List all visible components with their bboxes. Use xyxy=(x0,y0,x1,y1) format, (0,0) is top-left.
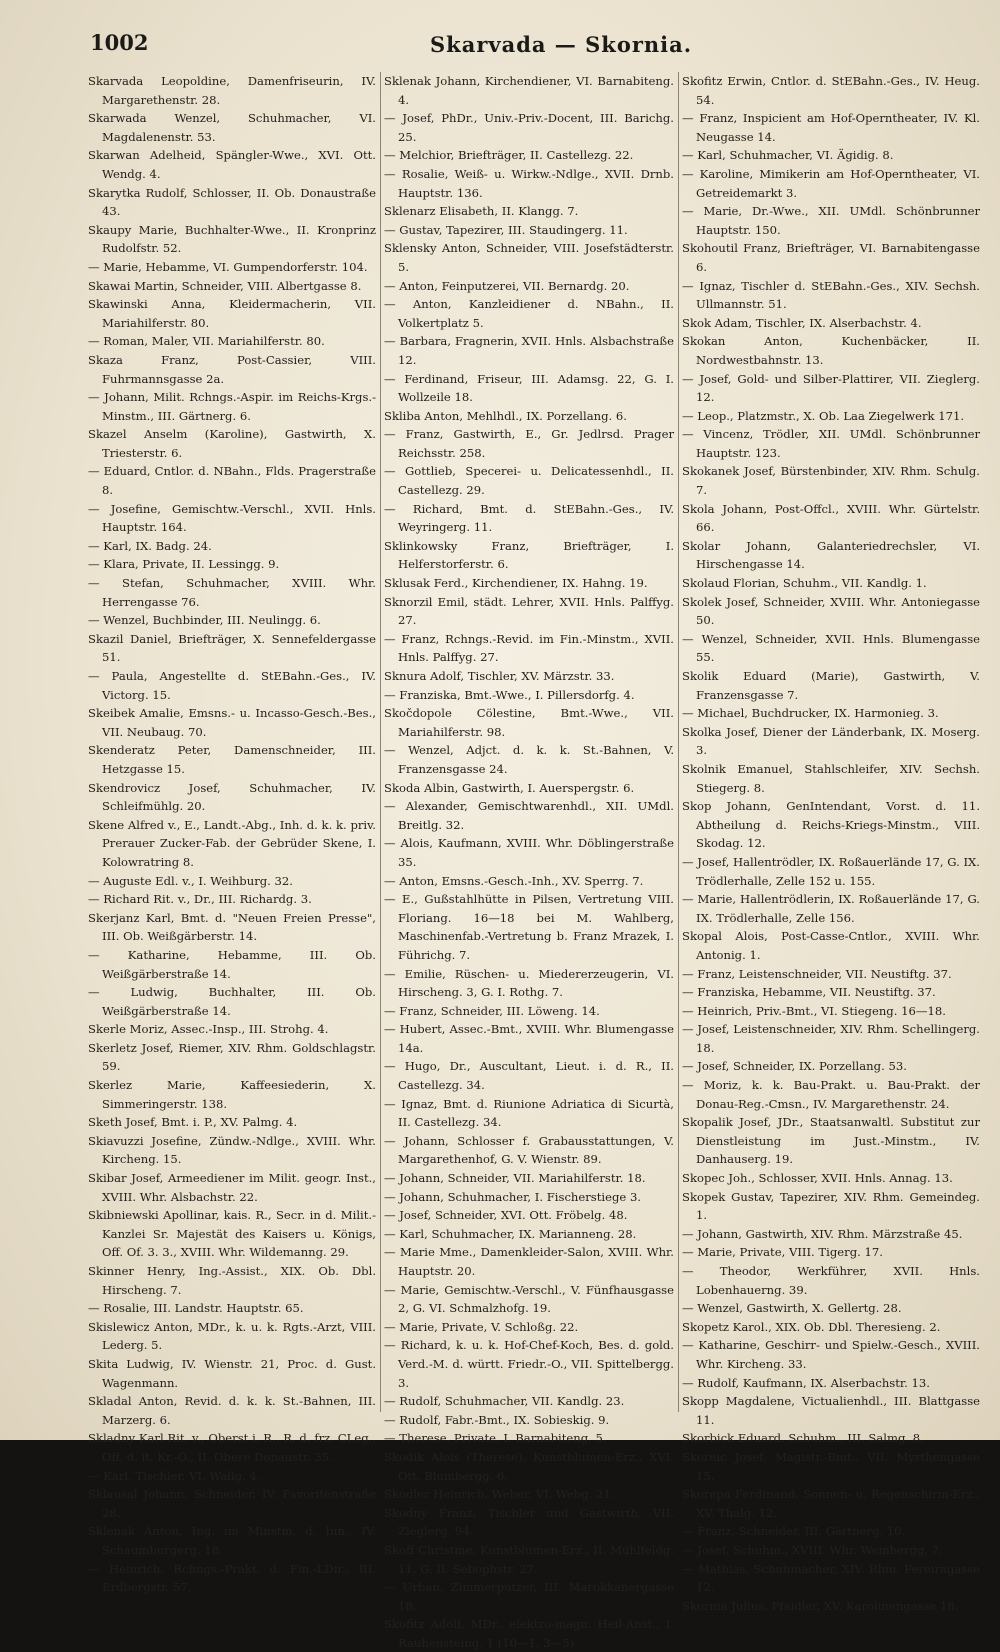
directory-entry: Skopalik Josef, JDr., Staatsanwaltl. Substitut zur Dienstleistung im Just.-Minstm., IV. Danhauserg. 19. xyxy=(682,1115,980,1167)
directory-entry: Sknura Adolf, Tischler, XV. Märzstr. 33. xyxy=(384,669,615,683)
directory-entry: — Wenzel, Gastwirth, X. Gellertg. 28. xyxy=(682,1301,902,1316)
directory-entry: — Hubert, Assec.-Bmt., XVIII. Whr. Blumengasse 14a. xyxy=(384,1022,674,1055)
directory-entry: — Josef, Leistenschneider, XIV. Rhm. Schellingerg. 18. xyxy=(682,1022,980,1055)
directory-entry: Skazel Anselm (Karoline), Gastwirth, X. Triesterstr. 6. xyxy=(88,427,376,460)
directory-entry: Skibniewski Apollinar, kais. R., Secr. in d. Milit.-Kanzlei Sr. Majestät des Kaisers u. Königs, Off. Of. 3. 3., XVIII. Whr. Wildemanng. 29. xyxy=(88,1208,376,1260)
directory-entry: Skolek Josef, Schneider, XVIII. Whr. Antoniegasse 50. xyxy=(682,594,980,628)
directory-entry: Skaupy Marie, Buchhalter-Wwe., II. Kronprinz Rudolfstr. 52. xyxy=(88,222,376,256)
directory-entry: Skerlez Marie, Kaffeesiederin, X. Simmeringerstr. 138. xyxy=(88,1078,376,1111)
directory-entry: Skolik Eduard (Marie), Gastwirth, V. Franzensgasse 7. xyxy=(682,669,980,702)
directory-entry: Skorepa Ferdinand, Sonnen- u. Regenschirm-Erz., XV. Thalg. 12. xyxy=(682,1487,980,1520)
directory-entry: — Josefine, Gemischtw.-Verschl., XVII. Hnls. Hauptstr. 164. xyxy=(88,501,376,535)
directory-entry: — Franz, Rchngs.-Revid. im Fin.-Minstm., XVII. Hnls. Palffyg. 27. xyxy=(384,631,674,665)
page-title: Skarvada — Skornia. xyxy=(430,32,693,57)
directory-entry: Skola Johann, Post-Offcl., XVIII. Whr. Gürtelstr. 66. xyxy=(682,501,980,535)
directory-entry: Sklusak Ferd., Kirchendiener, IX. Hahng. 19. xyxy=(384,576,648,591)
directory-entry: Skohoutil Franz, Briefträger, VI. Barnabitengasse 6. xyxy=(682,241,980,274)
directory-entry: — Rudolf, Kaufmann, IX. Alserbachstr. 13. xyxy=(682,1375,930,1390)
directory-entry: Skopp Magdalene, Victualienhdl., III. Blattgasse 11. xyxy=(682,1394,980,1427)
directory-entry: Skop Johann, GenIntendant, Vorst. d. 11. Abtheilung d. Reichs-Kriegs-Minstm., VIII. Skodag. 12. xyxy=(682,799,980,851)
directory-entry: — Johann, Gastwirth, XIV. Rhm. Märzstraße 45. xyxy=(682,1226,963,1241)
directory-entry: — Karoline, Mimikerin am Hof-Operntheater, VI. Getreidemarkt 3. xyxy=(682,166,980,200)
column-divider xyxy=(678,72,679,1412)
directory-entry: Skolar Johann, Galanteriedrechsler, VI. Hirschengasse 14. xyxy=(682,538,980,572)
directory-entry: — Leop., Platzmstr., X. Ob. Laa Ziegelwerk 171. xyxy=(682,408,965,423)
directory-entry: Skarvada Leopoldine, Damenfriseurin, IV. Margarethenstr. 28. xyxy=(88,74,376,107)
directory-entry: — Katharine, Geschirr- und Spielw.-Gesch., XVIII. Whr. Kircheng. 33. xyxy=(682,1338,980,1371)
directory-entry: Skarwan Adelheid, Spängler-Wwe., XVI. Ott. Wendg. 4. xyxy=(88,148,376,181)
directory-entry: — Johann, Schuhmacher, I. Fischerstiege 3. xyxy=(384,1189,642,1204)
directory-entry: Skoff Christine, Kunstblumen-Erz., II. Mühlfeldg. 11, G. II. Sebophstr. 27. xyxy=(384,1542,674,1576)
directory-entry: — Johann, Milit. Rchngs.-Aspir. im Reichs-Krgs.-Minstm., III. Gärtnerg. 6. xyxy=(88,390,376,423)
directory-entry: Skoda Albin, Gastwirth, I. Auerspergstr. 6. xyxy=(384,780,635,795)
page-number: 1002 xyxy=(90,30,149,55)
directory-entry: Skopal Alois, Post-Casse-Cntlor., XVIII. Whr. Antonig. 1. xyxy=(682,929,980,962)
directory-entry: Skodler Heinrich, Weber, VI. Webg. 21. xyxy=(384,1487,615,1502)
directory-entry: — Stefan, Schuhmacher, XVIII. Whr. Herrengasse 76. xyxy=(88,576,376,609)
directory-entry: — Emilie, Rüschen- u. Miedererzeugerin, VI. Hirscheng. 3, G. I. Rothg. 7. xyxy=(384,966,674,1000)
page-header xyxy=(90,30,980,70)
directory-entry: — Richard, k. u. k. Hof-Chef-Koch, Bes. d. gold. Verd.-M. d. württ. Friedr.-O., VII. Spittelbergg. 3. xyxy=(384,1338,674,1390)
directory-entry: — Josef, Schuhm., XVIII. Whr. Weinbergg. 7. xyxy=(682,1542,943,1557)
directory-entry: Skokan Anton, Kuchenbäcker, II. Nordwestbahnstr. 13. xyxy=(682,334,980,367)
directory-entry: Skopec Joh., Schlosser, XVII. Hnls. Annag. 13. xyxy=(682,1171,953,1186)
directory-entry: Skorbick Eduard, Schuhm., III. Salmg. 8. xyxy=(682,1431,924,1446)
directory-entry: — Rudolf, Schuhmacher, VII. Kandlg. 23. xyxy=(384,1394,625,1409)
directory-entry: Sklenak Anton, Ing. im Minstm. d. Inn., IV. Schaumburgerg. 18. xyxy=(88,1524,376,1557)
directory-entry: — Rosalie, Weiß- u. Wirkw.-Ndlge., XVII. Drnb. Hauptstr. 136. xyxy=(384,166,674,200)
directory-entry: — Alexander, Gemischtwarenhdl., XII. UMdl. Breitlg. 32. xyxy=(384,799,674,832)
directory-entry: — Franz, Schneider, III. Löweng. 14. xyxy=(384,1003,600,1018)
directory-entry: Sklenak Johann, Kirchendiener, VI. Barnabiteng. 4. xyxy=(384,74,674,107)
directory-entry: — Karl, IX. Badg. 24. xyxy=(88,538,212,553)
directory-entry: Sklinkowsky Franz, Briefträger, I. Helferstorferstr. 6. xyxy=(384,538,674,572)
directory-entry: — Ludwig, Buchhalter, III. Ob. Weißgärberstraße 14. xyxy=(88,985,376,1018)
directory-column-2 xyxy=(384,72,674,1650)
directory-entry: — Alois, Kaufmann, XVIII. Whr. Döblingerstraße 35. xyxy=(384,836,674,869)
directory-entry: Sklenarz Elisabeth, II. Klangg. 7. xyxy=(384,204,579,219)
directory-entry: Sknorzil Emil, städt. Lehrer, XVII. Hnls. Palffyg. 27. xyxy=(384,594,674,628)
directory-entry: — Josef, PhDr., Univ.-Priv.-Docent, III. Barichg. 25. xyxy=(384,111,674,144)
directory-entry: — Melchior, Briefträger, II. Castellezg. 22. xyxy=(384,148,634,163)
directory-entry: — Ignaz, Tischler d. StEBahn.-Ges., XIV. Sechsh. Ullmannstr. 51. xyxy=(682,278,980,312)
directory-entry: Skofitz Adolf, MDr., elektro-magn. Heil-Anst., I. Rauhensteing. 1 (10—1, 3—5). xyxy=(384,1617,674,1650)
directory-entry: — Roman, Maler, VII. Mariahilferstr. 80. xyxy=(88,334,325,349)
directory-entry: — Karl, Schuhmacher, IX. Marianneng. 28. xyxy=(384,1226,637,1241)
directory-entry: Skislewicz Anton, MDr., k. u. k. Rgts.-Arzt, VIII. Lederg. 5. xyxy=(88,1319,376,1353)
directory-entry: — Auguste Edl. v., I. Weihburg. 32. xyxy=(88,873,293,888)
directory-entry: — Marie, Hallentrödlerin, IX. Roßauerlände 17, G. IX. Trödlerhalle, Zelle 156. xyxy=(682,892,980,925)
directory-entry: — Richard Rit. v., Dr., III. Richardg. 3. xyxy=(88,892,312,907)
directory-entry: Skerjanz Karl, Bmt. d. "Neuen Freien Presse", III. Ob. Weißgärberstr. 14. xyxy=(88,910,376,944)
directory-entry: Skeibek Amalie, Emsns.- u. Incasso-Gesch.-Bes., VII. Neubaug. 70. xyxy=(88,706,376,739)
directory-entry: — Anton, Feinputzerei, VII. Bernardg. 20. xyxy=(384,278,630,293)
directory-entry: Skene Alfred v., E., Landt.-Abg., Inh. d. k. k. priv. Prerauer Zucker-Fab. der Gebrüder Skene, I. Kolowratring 8. xyxy=(88,817,376,869)
directory-entry: — E., Gußstahlhütte in Pilsen, Vertretung VIII. Floriang. 16—18 bei M. Wahlberg, Maschinenfab.-Vertretung b. Franz Mrazek, I. Führichg. 7. xyxy=(384,892,674,962)
directory-entry: — Karl, Tischler, VI. Wallg. 4. xyxy=(88,1468,261,1483)
directory-entry: Skoreic Josef, Magistr.-Bmt., VII. Myrthengasse 15. xyxy=(682,1449,980,1483)
directory-entry: Skladny Karl Rit. v., Oberst i. R., R. d. frz. CLeg., Off. d. it. Kr.-O., II. Obere Donaustr. 35. xyxy=(88,1431,376,1464)
directory-entry: — Franziska, Hebamme, VII. Neustiftg. 37. xyxy=(682,985,936,1000)
directory-entry: — Klara, Private, II. Lessingg. 9. xyxy=(88,557,280,572)
directory-entry: — Franz, Schneider, III. Gärtnerg. 10. xyxy=(682,1524,906,1539)
directory-entry: Skaza Franz, Post-Cassier, VIII. Fuhrmannsgasse 2a. xyxy=(88,352,376,386)
directory-entry: Skendrovicz Josef, Schuhmacher, IV. Schleifmühlg. 20. xyxy=(88,780,376,814)
directory-entry: — Anton, Kanzleidiener d. NBahn., II. Volkertplatz 5. xyxy=(384,297,674,330)
directory-entry: Skawinski Anna, Kleidermacherin, VII. Mariahilferstr. 80. xyxy=(88,297,376,330)
directory-entry: Skladal Anton, Revid. d. k. k. St.-Bahnen, III. Marzerg. 6. xyxy=(88,1394,376,1427)
directory-column-3 xyxy=(682,72,980,1613)
directory-entry: — Michael, Buchdrucker, IX. Harmonieg. 3. xyxy=(682,706,939,721)
directory-entry: — Rudolf, Fabr.-Bmt., IX. Sobieskig. 9. xyxy=(384,1412,610,1427)
directory-entry: — Rosalie, III. Landstr. Hauptstr. 65. xyxy=(88,1301,304,1316)
directory-entry: Skawai Martin, Schneider, VIII. Albertgasse 8. xyxy=(88,278,362,293)
directory-entry: Skofitz Erwin, Cntlor. d. StEBahn.-Ges., IV. Heug. 54. xyxy=(682,74,980,107)
directory-entry: — Heinrich, Rchngs.-Prakt. d. Fin.-LDir., III. Erdbergstr. 57. xyxy=(88,1561,376,1595)
directory-entry: — Urban, Zimmerputzer, III. Marokkanergasse 18. xyxy=(384,1580,674,1613)
directory-entry: — Franz, Leistenschneider, VII. Neustiftg. 37. xyxy=(682,966,952,981)
column-divider xyxy=(380,72,381,1412)
directory-entry: Skopetz Karol., XIX. Ob. Dbl. Theresieng. 2. xyxy=(682,1319,941,1334)
directory-entry: — Josef, Schneider, XVI. Ott. Fröbelg. 48. xyxy=(384,1208,628,1223)
directory-entry: Skerletz Josef, Riemer, XIV. Rhm. Goldschlagstr. 59. xyxy=(88,1040,376,1074)
directory-entry: Skenderatz Peter, Damenschneider, III. Hetzgasse 15. xyxy=(88,743,376,776)
directory-entry: — Marie, Gemischtw.-Verschl., V. Fünfhausgasse 2, G. VI. Schmalzhofg. 19. xyxy=(384,1282,674,1316)
directory-entry: — Franziska, Bmt.-Wwe., I. Pillersdorfg. 4. xyxy=(384,687,635,702)
directory-entry: — Karl, Schuhmacher, VI. Ägidig. 8. xyxy=(682,148,894,163)
directory-entry: Skokanek Josef, Bürstenbinder, XIV. Rhm. Schulg. 7. xyxy=(682,464,980,498)
directory-entry: — Richard, Bmt. d. StEBahn.-Ges., IV. Weyringerg. 11. xyxy=(384,501,674,535)
directory-entry: — Katharine, Hebamme, III. Ob. Weißgärberstraße 14. xyxy=(88,947,376,981)
directory-entry: Skiavuzzi Josefine, Zündw.-Ndlge., XVIII. Whr. Kircheng. 15. xyxy=(88,1133,376,1167)
directory-entry: Skliba Anton, Mehlhdl., IX. Porzellang. 6. xyxy=(384,408,627,423)
directory-entry: — Eduard, Cntlor. d. NBahn., Flds. Pragerstraße 8. xyxy=(88,464,376,498)
directory-entry: — Marie, Hebamme, VI. Gumpendorferstr. 104. xyxy=(88,259,368,274)
directory-entry: — Mathias, Schuhmacher, XIV. Rhm. Pereiragasse 12. xyxy=(682,1561,980,1595)
directory-entry: Skerle Moriz, Assec.-Insp., III. Strohg. 4. xyxy=(88,1022,329,1037)
directory-entry: — Gottlieb, Specerei- u. Delicatessenhdl., II. Castellezg. 29. xyxy=(384,464,674,498)
directory-entry: Sketh Josef, Bmt. i. P., XV. Palmg. 4. xyxy=(88,1115,298,1130)
directory-entry: — Josef, Schneider, IX. Porzellang. 53. xyxy=(682,1059,907,1074)
directory-entry: Skibar Josef, Armeediener im Milit. geogr. Inst., XVIII. Whr. Alsbachstr. 22. xyxy=(88,1171,376,1204)
directory-entry: — Marie, Private, V. Schloßg. 22. xyxy=(384,1319,579,1334)
directory-entry: — Franz, Gastwirth, E., Gr. Jedlrsd. Prager Reichsstr. 258. xyxy=(384,427,674,460)
directory-entry: — Ferdinand, Friseur, III. Adamsg. 22, G. I. Wollzeile 18. xyxy=(384,371,674,405)
directory-entry: — Heinrich, Priv.-Bmt., VI. Stiegeng. 16—18. xyxy=(682,1003,946,1018)
directory-entry: Skodik Alois (Therese), Kunstblumen-Erz., XVI. Ott. Blumbergg. 6. xyxy=(384,1449,674,1483)
directory-entry: — Moriz, k. k. Bau-Prakt. u. Bau-Prakt. der Donau-Reg.-Cmsn., IV. Margarethenstr. 24. xyxy=(682,1078,980,1111)
directory-entry: Skita Ludwig, IV. Wienstr. 21, Proc. d. Gust. Wagenmann. xyxy=(88,1356,376,1390)
directory-entry: — Josef, Hallentrödler, IX. Roßauerlände 17, G. IX. Trödlerhalle, Zelle 152 u. 155. xyxy=(682,854,980,888)
directory-entry: Sklensky Anton, Schneider, VIII. Josefstädterstr. 5. xyxy=(384,241,674,274)
directory-entry: — Franz, Inspicient am Hof-Operntheater, IV. Kl. Neugasse 14. xyxy=(682,111,980,144)
directory-entry: Skodny Franz, Tischler und Gastwirth, VII. Zieglerg. 94. xyxy=(384,1505,674,1539)
directory-entry: Skazil Daniel, Briefträger, X. Sennefeldergasse 51. xyxy=(88,631,376,665)
directory-entry: — Wenzel, Schneider, XVII. Hnls. Blumengasse 55. xyxy=(682,631,980,665)
directory-entry: Skopek Gustav, Tapezirer, XIV. Rhm. Gemeindeg. 1. xyxy=(682,1189,980,1223)
directory-entry: Skarytka Rudolf, Schlosser, II. Ob. Donaustraße 43. xyxy=(88,185,376,219)
directory-entry: — Therese, Private, I. Barnabiteng. 5. xyxy=(384,1431,607,1446)
directory-entry: — Anton, Emsns.-Gesch.-Inh., XV. Sperrg. 7. xyxy=(384,873,644,888)
directory-entry: — Marie Mme., Damenkleider-Salon, XVIII. Whr. Hauptstr. 20. xyxy=(384,1245,674,1278)
directory-entry: Skinner Henry, Ing.-Assist., XIX. Ob. Dbl. Hirscheng. 7. xyxy=(88,1264,376,1297)
directory-entry: — Johann, Schneider, VII. Mariahilferstr. 18. xyxy=(384,1171,646,1186)
directory-entry: Skolaud Florian, Schuhm., VII. Kandlg. 1. xyxy=(682,576,927,591)
directory-entry: — Vincenz, Trödler, XII. UMdl. Schönbrunner Hauptstr. 123. xyxy=(682,427,980,460)
directory-entry: — Ignaz, Bmt. d. Riunione Adriatica di Sicurtà, II. Castellezg. 34. xyxy=(384,1096,674,1130)
directory-entry: — Wenzel, Adjct. d. k. k. St.-Bahnen, V. Franzensgasse 24. xyxy=(384,743,674,776)
directory-entry: — Josef, Gold- und Silber-Plattirer, VII. Zieglerg. 12. xyxy=(682,371,980,405)
directory-column-1 xyxy=(88,72,376,1595)
directory-entry: — Johann, Schlosser f. Grabausstattungen, V. Margarethenhof, G. V. Wienstr. 89. xyxy=(384,1133,674,1167)
directory-entry: — Marie, Dr.-Wwe., XII. UMdl. Schönbrunner Hauptstr. 150. xyxy=(682,204,980,237)
directory-entry: Skočdopole Cölestine, Bmt.-Wwe., VII. Mariahilferstr. 98. xyxy=(384,706,674,739)
directory-entry: Skok Adam, Tischler, IX. Alserbachstr. 4. xyxy=(682,315,922,330)
directory-entry: Sklausal Johann, Schneider, IV. Favoritenstraße 28. xyxy=(88,1487,376,1520)
directory-entry: — Marie, Private, VIII. Tigerg. 17. xyxy=(682,1245,883,1260)
directory-entry: — Barbara, Fragnerin, XVII. Hnls. Alsbachstraße 12. xyxy=(384,334,674,367)
directory-entry: — Gustav, Tapezirer, III. Staudingerg. 11. xyxy=(384,222,628,237)
directory-entry: — Theodor, Werkführer, XVII. Hnls. Lobenhauerng. 39. xyxy=(682,1264,980,1297)
directory-entry: — Wenzel, Buchbinder, III. Neulingg. 6. xyxy=(88,613,321,628)
directory-entry: Skornia Julius, Pfaidler, XV. Karolinengasse 18. xyxy=(682,1598,959,1613)
directory-entry: Skolnik Emanuel, Stahlschleifer, XIV. Sechsh. Stiegerg. 8. xyxy=(682,761,980,795)
directory-entry: — Hugo, Dr., Auscultant, Lieut. i. d. R., II. Castellezg. 34. xyxy=(384,1059,674,1093)
directory-entry: — Paula, Angestellte d. StEBahn.-Ges., IV. Victorg. 15. xyxy=(88,669,376,702)
directory-entry: Skarwada Wenzel, Schuhmacher, VI. Magdalenenstr. 53. xyxy=(88,111,376,144)
directory-entry: Skolka Josef, Diener der Länderbank, IX. Moserg. 3. xyxy=(682,724,980,758)
